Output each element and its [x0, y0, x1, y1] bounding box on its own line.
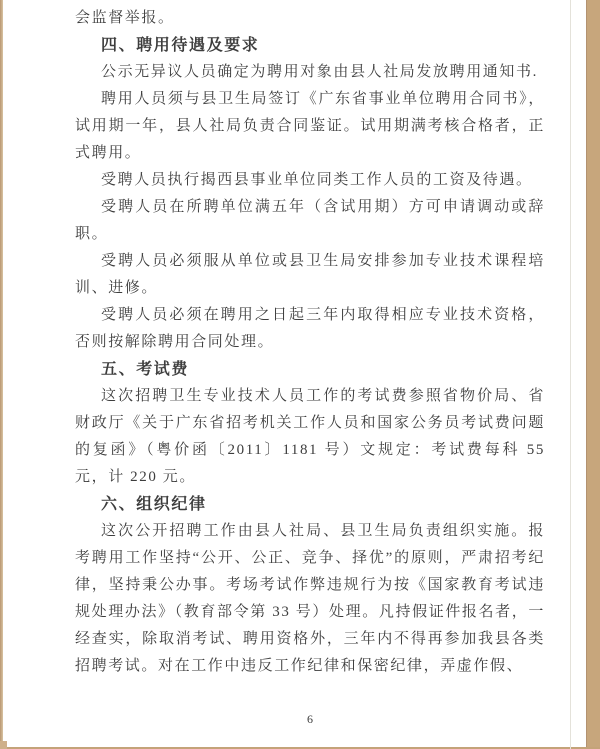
paragraph-training-requirement: 受聘人员必须服从单位或县卫生局安排参加专业技术课程培训、进修。: [75, 253, 545, 296]
document-body: [75, 5, 545, 680]
paragraph-salary-treatment: 受聘人员执行揭西县事业单位同类工作人员的工资及待遇。: [101, 172, 533, 188]
paragraph-continuation: 会监督举报。: [75, 10, 175, 26]
section-heading-exam-fee: 五、考试费: [101, 361, 190, 378]
paragraph-five-year-service: 受聘人员在所聘单位满五年（含试用期）方可申请调动或辞职。: [75, 199, 545, 242]
scan-border-right: [586, 0, 600, 749]
page-number: 6: [307, 712, 313, 726]
paragraph-discipline-details: 这次公开招聘工作由县人社局、县卫生局负责组织实施。报考聘用工作坚持“公开、公正、竞争、择优”的原则，严肃招考纪律，坚持秉公办事。考场考试作弊违规行为按《国家教育考试违规处理办法》（教育部令第 33 号）处理。凡持假证件报名者，一经查实，除取消考试、聘用资格外，三年内不得再参加我县各类招聘考试。对在工作中违反工作纪律和保密纪律，弄虚作假、: [75, 523, 545, 674]
page-edge-shadow-line: [570, 0, 571, 749]
section-heading-employment-terms: 四、聘用待遇及要求: [101, 37, 260, 54]
paragraph-exam-fee-details: 这次招聘卫生专业技术人员工作的考试费参照省物价局、省财政厅《关于广东省招考机关工作人员和国家公务员考试费问题的复函》（粤价函〔2011〕1181 号）文规定：考试费每科 55 元，计 220 元。: [75, 388, 545, 485]
scan-border-left: [0, 0, 3, 749]
scan-border-corner: [0, 741, 7, 749]
paragraph-hire-notice: 公示无异议人员确定为聘用对象由县人社局发放聘用通知书.: [101, 64, 538, 80]
paragraph-qualification-deadline: 受聘人员必须在聘用之日起三年内取得相应专业技术资格，否则按解除聘用合同处理。: [75, 307, 545, 350]
paragraph-contract-signing: 聘用人员须与县卫生局签订《广东省事业单位聘用合同书》，试用期一年，县人社局负责合同鉴证。试用期满考核合格者，正式聘用。: [75, 91, 545, 161]
section-heading-discipline: 六、组织纪律: [101, 496, 207, 513]
